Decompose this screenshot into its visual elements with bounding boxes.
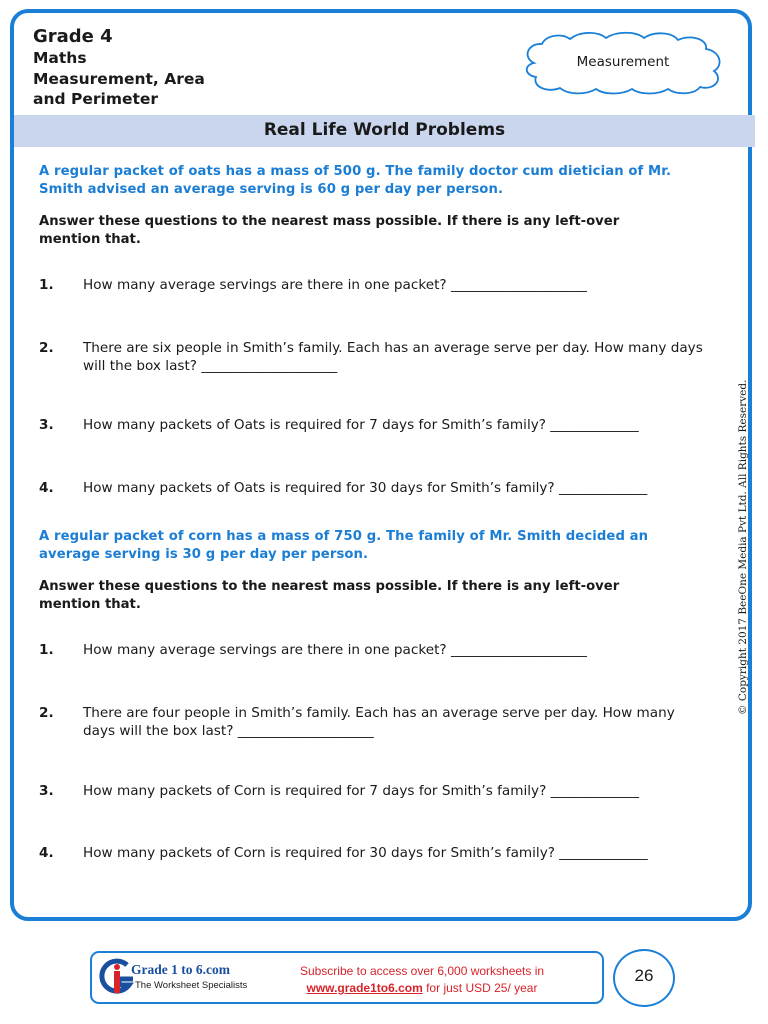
question-text: How many packets of Oats is required for 7 days for Smith’s family? _____________ — [83, 417, 639, 433]
grade-label: Grade 4 — [33, 26, 113, 47]
oats-intro-line-2: Smith advised an average serving is 60 g per day per person. — [39, 182, 504, 197]
promo-price: for just USD 25/ year — [422, 981, 538, 995]
corn-instructions-line-1: Answer these questions to the nearest mass possible. If there is any left-over — [39, 579, 620, 594]
corn-intro — [39, 528, 729, 564]
worksheet-header — [33, 26, 205, 110]
oats-intro — [39, 163, 729, 199]
footer-brand: Grade 1 to 6.com — [131, 962, 230, 977]
question-text: How many packets of Oats is required for 30 days for Smith’s family? _____________ — [83, 480, 648, 496]
question-text: How many average servings are there in one packet? ____________________ — [83, 277, 587, 293]
question-number: 1. — [39, 642, 54, 658]
promo-link[interactable]: www.grade1to6.com — [306, 981, 423, 995]
subject-label: Maths — [33, 49, 87, 67]
oats-instructions-line-2: mention that. — [39, 232, 141, 247]
question-text: How many average servings are there in one packet? ____________________ — [83, 642, 587, 658]
cloud-badge-label: Measurement — [576, 54, 670, 70]
question-number: 4. — [39, 845, 54, 861]
oats-intro-line-1: A regular packet of oats has a mass of 500 g. The family doctor cum dietician of Mr. — [39, 164, 672, 179]
promo-line-1: Subscribe to access over 6,000 worksheets in — [299, 964, 545, 978]
question-text-continued: will the box last? ____________________ — [83, 358, 338, 374]
corn-intro-line-2: average serving is 30 g per day per person. — [39, 547, 369, 562]
question-number: 2. — [39, 340, 54, 356]
oats-instructions-line-1: Answer these questions to the nearest mass possible. If there is any left-over — [39, 214, 620, 229]
question-text: There are six people in Smith’s family. Each has an average serve per day. How many days — [83, 340, 703, 356]
question-text: There are four people in Smith’s family. Each has an average serve per day. How many — [83, 705, 675, 721]
question-number: 3. — [39, 417, 54, 433]
corn-instructions — [39, 578, 729, 614]
question-number: 2. — [39, 705, 54, 721]
question-text: How many packets of Corn is required for 30 days for Smith’s family? _____________ — [83, 845, 648, 861]
question-number: 1. — [39, 277, 54, 293]
copyright-notice: © Copyright 2017 BeeOne Media Pvt Ltd. All Rights Reserved. — [737, 379, 749, 715]
question-text: How many packets of Corn is required for 7 days for Smith’s family? _____________ — [83, 783, 639, 799]
worksheet-title: Real Life World Problems — [263, 120, 506, 140]
page-number: 26 — [634, 966, 654, 985]
question-text-continued: days will the box last? ____________________ — [83, 723, 374, 739]
promo-line-2 — [272, 981, 572, 995]
question-number: 4. — [39, 480, 54, 496]
oats-instructions — [39, 213, 729, 249]
topic-line-1: Measurement, Area — [33, 69, 205, 88]
topic-line-2: and Perimeter — [33, 90, 159, 108]
corn-intro-line-1: A regular packet of corn has a mass of 750 g. The family of Mr. Smith decided an — [39, 529, 649, 544]
footer-tagline: The Worksheet Specialists — [135, 980, 248, 991]
corn-instructions-line-2: mention that. — [39, 597, 141, 612]
question-number: 3. — [39, 783, 54, 799]
